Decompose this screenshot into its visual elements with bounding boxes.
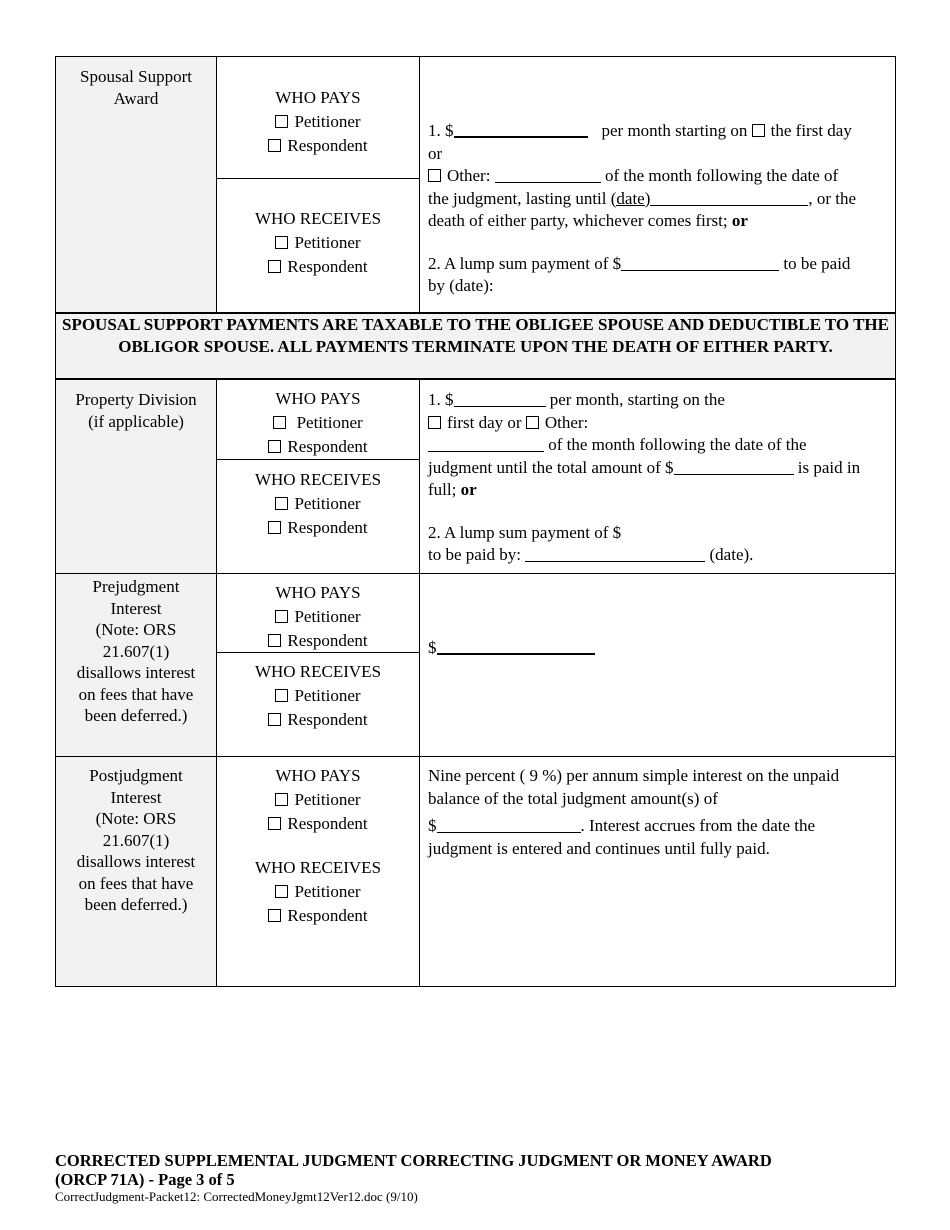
property-total-amount-text: judgment until the total amount of $ <box>428 457 674 477</box>
postjudgment-label-line: on fees that have <box>78 873 194 893</box>
postjudgment-accrues-text: . Interest accrues from the date the <box>580 816 816 835</box>
spousal-support-row <box>56 57 896 314</box>
judgment-table <box>55 56 896 987</box>
property-parties <box>217 379 420 574</box>
postjudgment-receives-petitioner-checkbox[interactable] <box>275 885 288 898</box>
spousal-pays-petitioner-checkbox[interactable] <box>275 115 288 128</box>
postjudgment-label-line: disallows interest <box>76 852 196 871</box>
prejudgment-receives-petitioner-checkbox[interactable] <box>275 689 288 702</box>
spousal-date-label: (date) <box>610 188 651 208</box>
postjudgment-receives-respondent-checkbox[interactable] <box>268 909 281 922</box>
postjudgment-receives-petitioner-label: Petitioner <box>294 882 361 901</box>
property-division-row <box>56 379 896 574</box>
spousal-receives-respondent-checkbox[interactable] <box>268 260 281 273</box>
spousal-first-day-label: the first day <box>770 121 852 140</box>
spousal-per-month-text: per month starting on <box>601 121 748 140</box>
prejudgment-interest-row <box>56 574 896 757</box>
postjudgment-parties <box>217 757 420 987</box>
property-receives-respondent-label: Respondent <box>287 518 368 537</box>
property-bold-or: or <box>460 480 477 499</box>
spousal-pays-respondent-label: Respondent <box>287 136 368 155</box>
property-other-label: Other: <box>544 412 589 432</box>
postjudgment-label-line: been deferred.) <box>84 895 188 914</box>
spousal-month-following-text: of the month following the date of <box>604 166 839 185</box>
spousal-amount-prefix: 1. $ <box>428 121 454 140</box>
spousal-details <box>420 57 896 314</box>
prejudgment-receives-respondent-checkbox[interactable] <box>268 713 281 726</box>
property-monthly-amount-field[interactable] <box>454 389 546 407</box>
tax-notice-banner: SPOUSAL SUPPORT PAYMENTS ARE TAXABLE TO THE OBLIGEE SPOUSE AND DEDUCTIBLE TO THE OBLIGOR SPOUSE. ALL PAYMENTS TERMINATE UPON THE DEATH OF EITHER PARTY. <box>56 313 896 379</box>
spousal-receives-petitioner-checkbox[interactable] <box>275 236 288 249</box>
prejudgment-receives-respondent-label: Respondent <box>287 710 368 729</box>
spousal-pays-petitioner-label: Petitioner <box>294 112 361 131</box>
postjudgment-who-pays-heading: WHO PAYS <box>275 766 361 785</box>
prejudgment-pays-respondent-label: Respondent <box>287 631 368 650</box>
property-label-line: (if applicable) <box>88 411 184 431</box>
spousal-who-receives-block <box>217 179 419 279</box>
property-receives-respondent-checkbox[interactable] <box>268 521 281 534</box>
property-month-following-text: of the month following the date of the <box>548 435 807 454</box>
spousal-label-line: Spousal Support <box>80 67 192 86</box>
spousal-other-checkbox[interactable] <box>428 169 441 182</box>
prejudgment-receives-petitioner-label: Petitioner <box>294 686 361 705</box>
property-division-label <box>56 379 217 574</box>
spousal-who-pays-block <box>217 57 419 179</box>
property-paid-by-text: to be paid by: <box>428 545 522 564</box>
spousal-pays-respondent-checkbox[interactable] <box>268 139 281 152</box>
spousal-or-the-text: , or the <box>808 188 857 208</box>
postjudgment-interest-label <box>56 757 217 987</box>
postjudgment-rate-text: Nine percent ( 9 %) per annum simple interest on the unpaid <box>428 766 840 785</box>
spousal-end-date-field[interactable] <box>650 188 808 206</box>
postjudgment-label-line: Postjudgment <box>89 766 183 785</box>
property-lump-sum-text: 2. A lump sum payment of $ <box>428 522 622 542</box>
postjudgment-pays-respondent-checkbox[interactable] <box>268 817 281 830</box>
postjudgment-who-receives-heading: WHO RECEIVES <box>254 858 382 877</box>
spousal-who-receives-heading: WHO RECEIVES <box>254 209 382 228</box>
prejudgment-who-pays-heading: WHO PAYS <box>275 583 361 602</box>
footer-title: CORRECTED SUPPLEMENTAL JUDGMENT CORRECTING JUDGMENT OR MONEY AWARD <box>55 1151 772 1170</box>
property-receives-petitioner-label: Petitioner <box>294 494 361 513</box>
spousal-label-line: Award <box>113 88 159 108</box>
property-who-receives-heading: WHO RECEIVES <box>254 470 382 489</box>
property-full-text: full; <box>428 480 457 499</box>
property-paid-in-text: is paid in <box>797 457 861 477</box>
prejudgment-label-line: 21.607(1) <box>102 641 170 661</box>
property-other-checkbox[interactable] <box>526 416 539 429</box>
spousal-support-label <box>56 57 217 314</box>
spousal-first-day-checkbox[interactable] <box>752 124 765 137</box>
spousal-bold-or: or <box>731 211 748 230</box>
postjudgment-pays-petitioner-checkbox[interactable] <box>275 793 288 806</box>
prejudgment-details <box>420 574 896 757</box>
postjudgment-label-line: 21.607(1) <box>102 830 170 850</box>
spousal-by-date-text: by (date): <box>428 276 494 295</box>
prejudgment-who-receives-block <box>217 653 419 732</box>
property-per-month-text: per month, starting on the <box>549 390 725 409</box>
postjudgment-amount-field[interactable] <box>437 815 581 833</box>
postjudgment-interest-row <box>56 757 896 987</box>
property-label-line: Property Division <box>75 390 197 409</box>
postjudgment-balance-text: balance of the total judgment amount(s) of <box>428 788 718 808</box>
spousal-death-text: death of either party, whichever comes first; <box>428 211 728 230</box>
property-details <box>420 379 896 574</box>
spousal-lump-sum-text: 2. A lump sum payment of $ <box>428 253 622 273</box>
postjudgment-receives-respondent-label: Respondent <box>287 906 368 925</box>
footer-file-reference: CorrectJudgment-Packet12: CorrectedMoneyJgmt12Ver12.doc (9/10) <box>55 1189 418 1204</box>
postjudgment-amount-prefix: $ <box>428 816 437 835</box>
spousal-who-pays-heading: WHO PAYS <box>275 88 361 107</box>
prejudgment-who-receives-heading: WHO RECEIVES <box>254 662 382 681</box>
spousal-lasting-until-text: the judgment, lasting until <box>428 188 607 208</box>
prejudgment-pays-petitioner-checkbox[interactable] <box>275 610 288 623</box>
prejudgment-label-line: Prejudgment <box>92 577 180 596</box>
spousal-to-be-paid-text: to be paid <box>783 253 851 273</box>
spousal-receives-petitioner-label: Petitioner <box>294 233 361 252</box>
tax-notice-row <box>56 313 896 379</box>
property-pays-petitioner-label: Petitioner <box>296 413 363 432</box>
postjudgment-pays-petitioner-label: Petitioner <box>294 790 361 809</box>
postjudgment-until-paid-text: judgment is entered and continues until fully paid. <box>428 838 770 858</box>
property-pays-respondent-label: Respondent <box>287 437 368 456</box>
prejudgment-interest-label <box>56 574 217 757</box>
postjudgment-label-line: Interest <box>110 787 162 807</box>
prejudgment-amount-prefix: $ <box>428 638 437 657</box>
postjudgment-pays-respondent-label: Respondent <box>287 814 368 833</box>
spousal-lump-sum-field[interactable] <box>621 253 779 271</box>
prejudgment-label-line: been deferred.) <box>84 706 188 725</box>
property-other-day-field[interactable] <box>428 434 544 452</box>
prejudgment-pays-petitioner-label: Petitioner <box>294 607 361 626</box>
property-date-label: (date). <box>709 545 754 564</box>
postjudgment-label-line: (Note: ORS <box>95 809 177 828</box>
property-receives-petitioner-checkbox[interactable] <box>275 497 288 510</box>
spousal-parties <box>217 57 420 314</box>
prejudgment-label-line: disallows interest <box>76 663 196 682</box>
prejudgment-who-pays-block <box>217 574 419 653</box>
spousal-other-day-field[interactable] <box>495 165 601 183</box>
footer-page-number: (ORCP 71A) - Page 3 of 5 <box>55 1170 235 1189</box>
prejudgment-label-line: Interest <box>110 598 162 618</box>
spousal-or-text: or <box>428 143 443 163</box>
property-first-day-checkbox[interactable] <box>428 416 441 429</box>
prejudgment-label-line: on fees that have <box>78 684 194 704</box>
prejudgment-parties <box>217 574 420 757</box>
property-amount-prefix: 1. $ <box>428 390 454 409</box>
spousal-monthly-amount-field[interactable] <box>454 119 588 138</box>
property-total-amount-field[interactable] <box>674 457 794 475</box>
spousal-other-label: Other: <box>447 166 491 185</box>
prejudgment-label-line: (Note: ORS <box>95 620 177 639</box>
prejudgment-amount-field[interactable] <box>437 636 595 655</box>
property-pays-respondent-checkbox[interactable] <box>268 440 281 453</box>
postjudgment-details <box>420 757 896 987</box>
property-pays-petitioner-checkbox[interactable] <box>273 416 286 429</box>
page-footer <box>55 1151 772 1205</box>
property-first-day-label: first day or <box>447 412 522 432</box>
property-who-pays-block <box>217 380 419 460</box>
property-who-pays-heading: WHO PAYS <box>275 389 361 408</box>
spousal-receives-respondent-label: Respondent <box>287 257 368 276</box>
property-who-receives-block <box>217 460 419 540</box>
property-paid-by-date-field[interactable] <box>525 544 705 562</box>
prejudgment-pays-respondent-checkbox[interactable] <box>268 634 281 647</box>
